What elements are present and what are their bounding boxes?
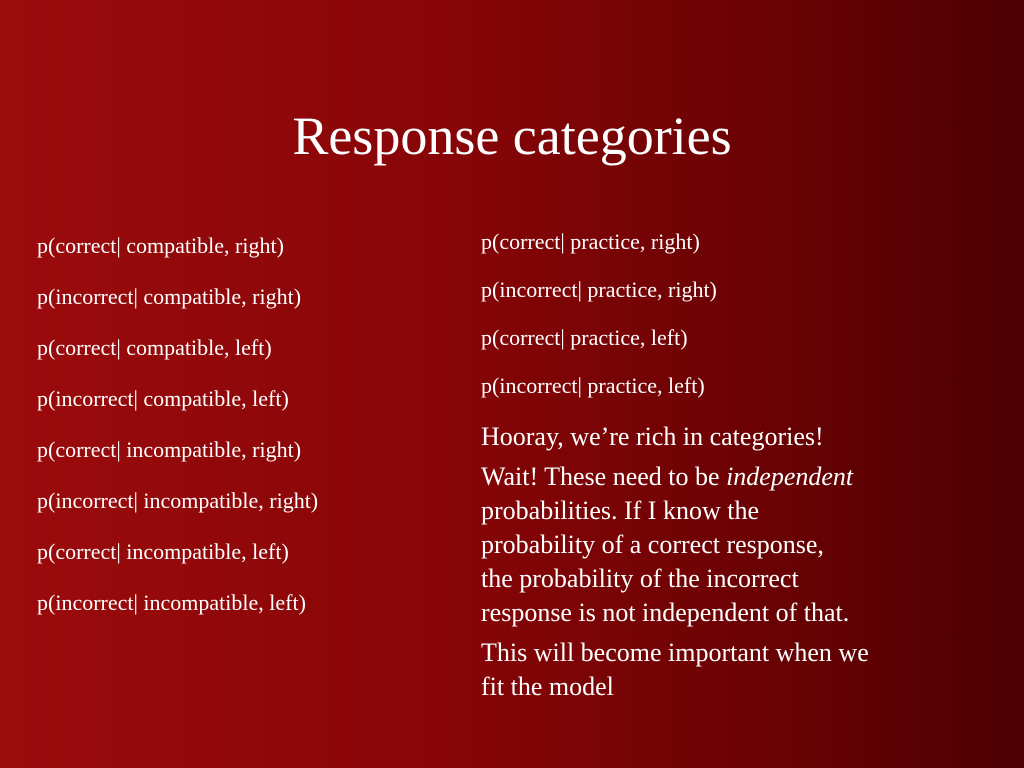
list-item: p(incorrect| incompatible, left) [37,590,306,615]
list-item: p(incorrect| practice, left) [481,373,705,398]
independence-prefix: Wait! These need to be [481,462,727,491]
right-bullet-list [481,228,991,710]
importance-line-1: This will become important when we [481,638,869,667]
independence-line-1 [481,460,969,494]
independent-emphasis: independent [726,462,854,491]
hooray-item: Hooray, we’re rich in categories! [481,422,824,451]
importance-note [481,636,969,704]
list-item: p(incorrect| compatible, right) [37,284,302,309]
list-item: p(correct| practice, right) [481,229,700,254]
independence-line-5: response is not independent of that. [481,598,850,627]
importance-line-2: fit the model [481,672,614,701]
independence-line-4: the probability of the incorrect [481,564,799,593]
list-item: p(incorrect| incompatible, right) [37,488,319,513]
list-item: p(correct| incompatible, left) [37,539,289,564]
independence-line-3: probability of a correct response, [481,530,824,559]
independence-note [481,460,969,630]
left-bullet-list [37,232,457,640]
list-item: p(correct| incompatible, right) [37,437,302,462]
list-item: p(correct| compatible, left) [37,335,272,360]
list-item: p(incorrect| practice, right) [481,277,717,302]
list-item: p(correct| compatible, right) [37,233,284,258]
list-item: p(correct| practice, left) [481,325,688,350]
slide-title: Response categories [292,106,732,166]
independence-line-2: probabilities. If I know the [481,496,759,525]
list-item: p(incorrect| compatible, left) [37,386,289,411]
